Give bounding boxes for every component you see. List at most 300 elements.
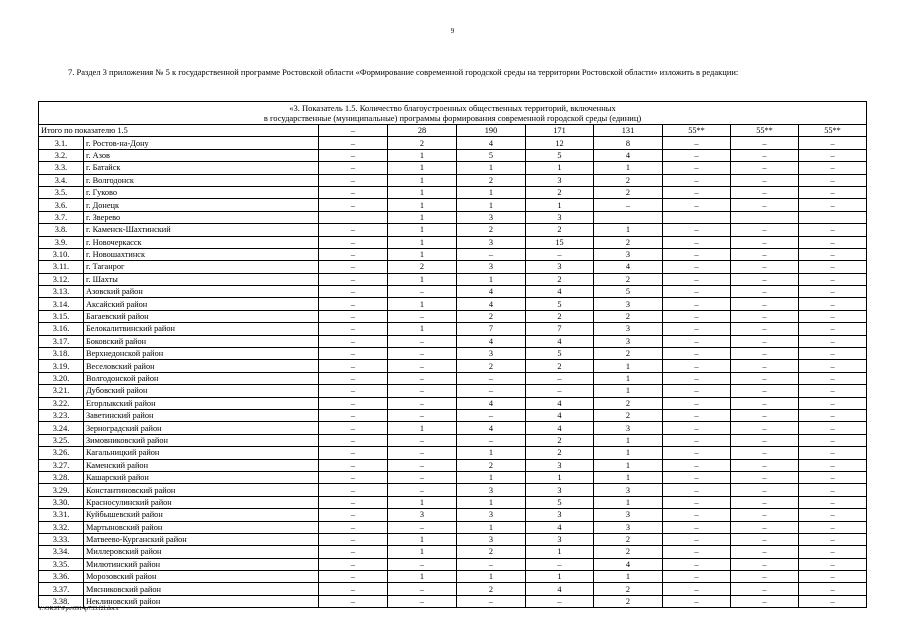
row-value: – [799,484,867,496]
row-value: – [388,434,457,446]
row-value [663,211,731,223]
row-value: – [319,137,388,149]
row-value: 3 [457,236,526,248]
row-value: – [663,335,731,347]
row-number: 3.14. [39,298,84,310]
row-value: – [731,248,799,260]
row-value: 1 [594,162,663,174]
row-value: – [388,335,457,347]
table-row [39,199,867,211]
row-value: – [799,137,867,149]
row-value: 1 [388,224,457,236]
row-value: 2 [526,447,594,459]
table-title-line1: «3. Показатель 1.5. Количество благоустроенных общественных территорий, включенных [289,103,616,113]
row-value: – [457,558,526,570]
row-value: – [731,174,799,186]
row-value: – [663,149,731,161]
row-name: Матвеево-Курганский район [84,533,319,545]
row-value: – [731,595,799,607]
row-value: 2 [594,273,663,285]
row-value: – [731,162,799,174]
row-value: – [799,459,867,471]
table-row [39,546,867,558]
row-value: – [663,248,731,260]
row-value: 2 [594,533,663,545]
row-name: Боковский район [84,335,319,347]
row-value: 4 [457,298,526,310]
table-title [39,102,867,125]
row-name: Аксайский район [84,298,319,310]
total-label: Итого по показателю 1.5 [39,125,319,137]
row-value: 2 [526,273,594,285]
row-value: 2 [457,546,526,558]
row-value: 2 [594,348,663,360]
row-value: 2 [594,174,663,186]
row-value: – [731,397,799,409]
row-value: – [731,447,799,459]
row-value: – [731,236,799,248]
row-value: 3 [594,521,663,533]
row-value: 2 [526,434,594,446]
row-number: 3.6. [39,199,84,211]
row-name: Неклиновский район [84,595,319,607]
row-value: – [731,137,799,149]
table-row [39,360,867,372]
row-name: г. Гуково [84,186,319,198]
row-value: – [731,546,799,558]
row-value: – [663,484,731,496]
row-value: 2 [457,174,526,186]
row-value: – [731,360,799,372]
row-value: 1 [594,360,663,372]
row-value: – [731,434,799,446]
row-value: 1 [594,385,663,397]
row-number: 3.35. [39,558,84,570]
row-value: – [799,286,867,298]
table-row [39,459,867,471]
row-number: 3.13. [39,286,84,298]
row-value: – [388,521,457,533]
row-number: 3.5. [39,186,84,198]
row-value: 1 [594,571,663,583]
row-value: 4 [457,137,526,149]
row-value: 1 [457,471,526,483]
row-value: 2 [594,583,663,595]
row-value: 3 [594,323,663,335]
row-number: 3.11. [39,261,84,273]
row-value: – [731,385,799,397]
row-value: 2 [594,595,663,607]
row-value: – [663,286,731,298]
row-value: 7 [526,323,594,335]
row-value: – [731,521,799,533]
row-value: – [526,595,594,607]
row-value: 5 [526,298,594,310]
row-value: – [799,583,867,595]
row-value: – [731,149,799,161]
row-value: – [526,372,594,384]
row-value: – [799,447,867,459]
row-value: – [319,372,388,384]
row-value: – [663,323,731,335]
row-value: – [663,595,731,607]
row-value: 3 [594,248,663,260]
row-number: 3.8. [39,224,84,236]
row-value: 3 [457,509,526,521]
row-value: – [731,422,799,434]
row-value: – [388,471,457,483]
row-value: 5 [526,149,594,161]
row-value: – [388,372,457,384]
row-value: – [799,335,867,347]
row-value: – [319,459,388,471]
row-value: 4 [526,397,594,409]
row-value: – [731,484,799,496]
row-value: – [799,186,867,198]
row-value: 3 [594,422,663,434]
row-value: 4 [457,335,526,347]
row-number: 3.21. [39,385,84,397]
row-value: 2 [594,310,663,322]
row-name: Мартыновский район [84,521,319,533]
row-value: – [731,509,799,521]
row-value: – [319,434,388,446]
row-value: 1 [388,211,457,223]
row-value: – [663,583,731,595]
table-row [39,286,867,298]
row-number: 3.26. [39,447,84,459]
row-value: – [457,434,526,446]
row-value: 3 [526,174,594,186]
row-value: 12 [526,137,594,149]
row-number: 3.38. [39,595,84,607]
total-value: 171 [526,125,594,137]
table-row [39,273,867,285]
row-name: Верхнедонской район [84,348,319,360]
row-value: – [594,199,663,211]
row-value: 1 [457,199,526,211]
row-name: Милютинский район [84,558,319,570]
row-value: – [663,496,731,508]
row-name: г. Азов [84,149,319,161]
row-value: – [319,558,388,570]
row-value [594,211,663,223]
row-value: – [799,546,867,558]
row-value: 3 [526,211,594,223]
table-row [39,335,867,347]
row-name: г. Донецк [84,199,319,211]
total-value: 55** [663,125,731,137]
row-value: 7 [457,323,526,335]
row-value: 4 [526,583,594,595]
row-value: – [319,546,388,558]
row-value: – [388,595,457,607]
row-value: 5 [526,348,594,360]
row-value: – [663,310,731,322]
row-value: – [799,199,867,211]
row-value: – [663,261,731,273]
row-value: – [799,261,867,273]
row-value: 1 [594,471,663,483]
table-row [39,323,867,335]
row-value: – [319,360,388,372]
row-value: – [799,533,867,545]
row-value: – [388,558,457,570]
row-name: Куйбышевский район [84,509,319,521]
row-number: 3.18. [39,348,84,360]
row-value: – [663,459,731,471]
row-value: – [663,298,731,310]
table-row [39,372,867,384]
row-value: – [457,385,526,397]
row-value: – [799,558,867,570]
row-value: 3 [526,459,594,471]
row-value: – [319,447,388,459]
row-name: г. Батайск [84,162,319,174]
row-value: – [319,310,388,322]
row-value: – [799,434,867,446]
row-value: – [799,360,867,372]
row-value: – [799,571,867,583]
row-value: – [663,409,731,421]
row-value: 3 [457,484,526,496]
row-name: г. Зверево [84,211,319,223]
row-name: Миллеровский район [84,546,319,558]
table-row [39,422,867,434]
table-row [39,186,867,198]
row-value: – [731,583,799,595]
row-value: 2 [457,224,526,236]
row-value: – [319,199,388,211]
row-value: – [388,409,457,421]
row-value: 1 [388,174,457,186]
row-number: 3.25. [39,434,84,446]
row-value: – [388,310,457,322]
row-value: 1 [594,447,663,459]
total-value: 190 [457,125,526,137]
row-number: 3.34. [39,546,84,558]
row-value: – [731,335,799,347]
row-value: 3 [388,509,457,521]
row-value: – [319,348,388,360]
row-value: – [319,174,388,186]
table-row [39,484,867,496]
row-value: 2 [594,409,663,421]
row-value: 3 [594,335,663,347]
row-name: Константиновский район [84,484,319,496]
row-value: – [731,571,799,583]
row-value: – [799,509,867,521]
row-value: 3 [526,484,594,496]
table-row [39,509,867,521]
row-value: – [319,261,388,273]
table-row [39,533,867,545]
row-value: – [457,409,526,421]
row-value: 4 [526,521,594,533]
row-name: Мясниковский район [84,583,319,595]
row-value: – [319,286,388,298]
row-name: Белокалитвинский район [84,323,319,335]
row-value: 3 [594,298,663,310]
row-number: 3.31. [39,509,84,521]
table-row [39,558,867,570]
row-name: Дубовский район [84,385,319,397]
row-value: – [799,595,867,607]
row-value: – [799,323,867,335]
row-value: – [799,521,867,533]
row-value: – [799,298,867,310]
row-value: 1 [457,162,526,174]
row-value: – [663,186,731,198]
table-row [39,496,867,508]
table-row [39,447,867,459]
row-value: – [319,162,388,174]
row-value: – [799,162,867,174]
row-value: – [388,360,457,372]
row-value: – [799,422,867,434]
row-value: – [799,149,867,161]
row-number: 3.16. [39,323,84,335]
row-value: – [663,273,731,285]
row-value [731,211,799,223]
row-value: – [731,533,799,545]
row-number: 3.22. [39,397,84,409]
row-name: Кагальницкий район [84,447,319,459]
row-value: – [663,360,731,372]
row-value: – [319,595,388,607]
row-number: 3.28. [39,471,84,483]
row-name: г. Ростов-на-Дону [84,137,319,149]
row-value: – [731,224,799,236]
row-name: Зерноградский район [84,422,319,434]
row-value: 1 [457,521,526,533]
row-value: – [319,496,388,508]
row-value: 1 [457,447,526,459]
row-value: 1 [526,162,594,174]
row-value: – [663,162,731,174]
row-value: 2 [388,261,457,273]
row-value: – [731,323,799,335]
row-number: 3.19. [39,360,84,372]
row-value: – [319,397,388,409]
row-value: 1 [388,496,457,508]
row-value: 1 [526,546,594,558]
row-value: – [663,236,731,248]
row-number: 3.32. [39,521,84,533]
intro-paragraph: 7. Раздел 3 приложения № 5 к государственной программе Ростовской области «Формирование современной городской среды на территории Ростовской области» изложить в редакции: [68,67,739,77]
table-row [39,385,867,397]
row-value: 1 [594,372,663,384]
row-value: 4 [526,422,594,434]
row-value: 1 [388,533,457,545]
row-name: Кашарский район [84,471,319,483]
row-value: – [663,397,731,409]
row-value: – [731,558,799,570]
row-name: Каменский район [84,459,319,471]
row-value: – [457,595,526,607]
row-value: – [663,199,731,211]
row-number: 3.27. [39,459,84,471]
row-value: 1 [388,199,457,211]
row-value: – [663,372,731,384]
row-value: 1 [388,323,457,335]
row-value: 15 [526,236,594,248]
row-name: Веселовский район [84,360,319,372]
table-title-line2: в государственные (муниципальные) программы формирования современной городской среды (единиц) [263,113,642,123]
row-value: – [663,558,731,570]
row-value: – [799,273,867,285]
row-value: – [319,571,388,583]
row-value: – [388,385,457,397]
row-value: – [663,447,731,459]
row-value: 1 [388,273,457,285]
row-value: – [319,149,388,161]
row-value: 5 [594,286,663,298]
row-value: – [663,174,731,186]
row-value: 1 [594,459,663,471]
row-value: 1 [388,248,457,260]
row-value: 5 [457,149,526,161]
page-number: 9 [450,27,455,35]
row-value: – [319,583,388,595]
row-value: – [731,286,799,298]
row-value: 4 [457,397,526,409]
table-row [39,149,867,161]
row-value: – [388,583,457,595]
row-value: – [799,409,867,421]
row-value: – [663,422,731,434]
row-value: 1 [457,186,526,198]
row-number: 3.4. [39,174,84,186]
table-row [39,310,867,322]
row-value: 2 [526,360,594,372]
row-value: – [319,323,388,335]
row-name: г. Таганрог [84,261,319,273]
row-number: 3.17. [39,335,84,347]
row-value: – [663,385,731,397]
row-value: 1 [388,571,457,583]
row-value: 1 [526,471,594,483]
row-value: – [319,521,388,533]
row-number: 3.7. [39,211,84,223]
row-value: – [663,224,731,236]
row-value: 2 [594,397,663,409]
row-value: – [319,409,388,421]
row-value: 1 [594,496,663,508]
file-path-footer: Y:\ORST\Ppo\0914p733.f2l.docx [38,606,119,612]
row-value: – [663,533,731,545]
row-value: – [799,224,867,236]
row-value: 1 [388,162,457,174]
row-value: 3 [526,261,594,273]
row-value: – [319,533,388,545]
row-value: – [388,447,457,459]
table-row [39,397,867,409]
row-value: 3 [526,509,594,521]
row-number: 3.29. [39,484,84,496]
row-value: 3 [457,533,526,545]
row-value: – [663,509,731,521]
row-number: 3.30. [39,496,84,508]
table-row [39,521,867,533]
row-value: – [319,471,388,483]
row-value: 1 [388,236,457,248]
row-number: 3.36. [39,571,84,583]
row-value: 1 [594,224,663,236]
row-number: 3.20. [39,372,84,384]
row-value: – [799,310,867,322]
table-row [39,595,867,607]
